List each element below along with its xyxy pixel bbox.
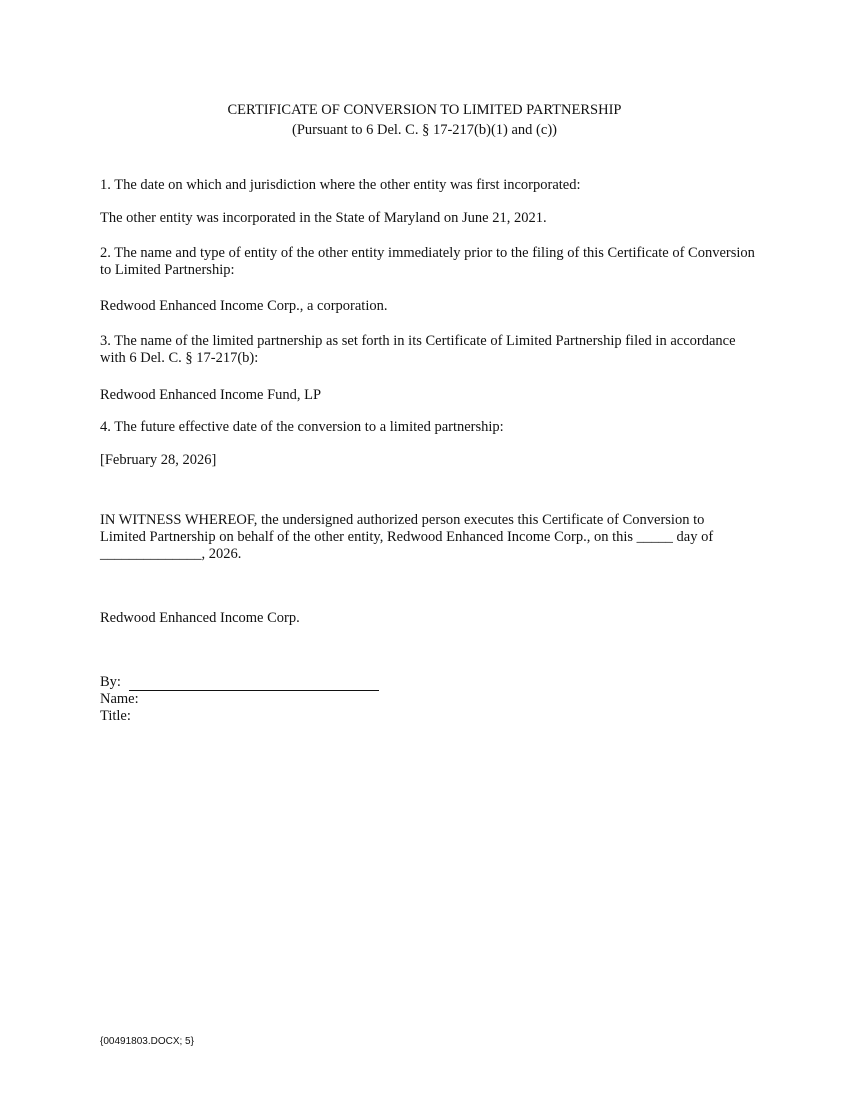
signature-block <box>100 674 760 725</box>
document-footer-id: {00491803.DOCX; 5} <box>100 1036 194 1047</box>
paragraph: 3. The name of the limited partnership as set forth in its Certificate of Limited Partnership filed in accordance with 6 Del. C. § 17-217(b): <box>100 333 736 366</box>
item-2-question <box>100 245 760 279</box>
paragraph: [February 28, 2026] <box>100 452 217 468</box>
title-line-1: CERTIFICATE OF CONVERSION TO LIMITED PARTNERSHIP <box>227 102 622 118</box>
document-title <box>0 100 849 140</box>
title-line-2: (Pursuant to 6 Del. C. § 17-217(b)(1) and (c)) <box>292 122 557 138</box>
paragraph: 4. The future effective date of the conversion to a limited partnership: <box>100 419 504 435</box>
item-1-answer <box>100 210 760 227</box>
paragraph: The other entity was incorporated in the State of Maryland on June 21, 2021. <box>100 210 547 226</box>
paragraph: Redwood Enhanced Income Fund, LP <box>100 387 322 403</box>
item-2-answer <box>100 298 760 315</box>
title-label: Title: <box>100 708 131 724</box>
paragraph: 2. The name and type of entity of the other entity immediately prior to the filing of this Certificate of Conversion to Limited Partnership: <box>100 245 755 278</box>
signature-entity <box>100 610 760 627</box>
paragraph: 1. The date on which and jurisdiction where the other entity was first incorporated: <box>100 177 581 193</box>
item-4-question <box>100 419 760 436</box>
item-3-answer <box>100 387 760 404</box>
paragraph: Redwood Enhanced Income Corp., a corporation. <box>100 298 388 314</box>
item-4-answer <box>100 452 760 469</box>
item-3-question <box>100 333 760 367</box>
by-row <box>100 674 760 691</box>
witness-clause <box>100 512 750 563</box>
signature-line <box>129 676 379 691</box>
item-1-question <box>100 177 760 194</box>
name-label: Name: <box>100 691 139 707</box>
entity-name: Redwood Enhanced Income Corp. <box>100 610 300 626</box>
witness-text: IN WITNESS WHEREOF, the undersigned authorized person executes this Certificate of Conversion to Limited Partnership on behalf of the other entity, Redwood Enhanced Income Corp., on this _____ day of ______________, 2026. <box>100 512 714 562</box>
by-label: By: <box>100 674 121 690</box>
